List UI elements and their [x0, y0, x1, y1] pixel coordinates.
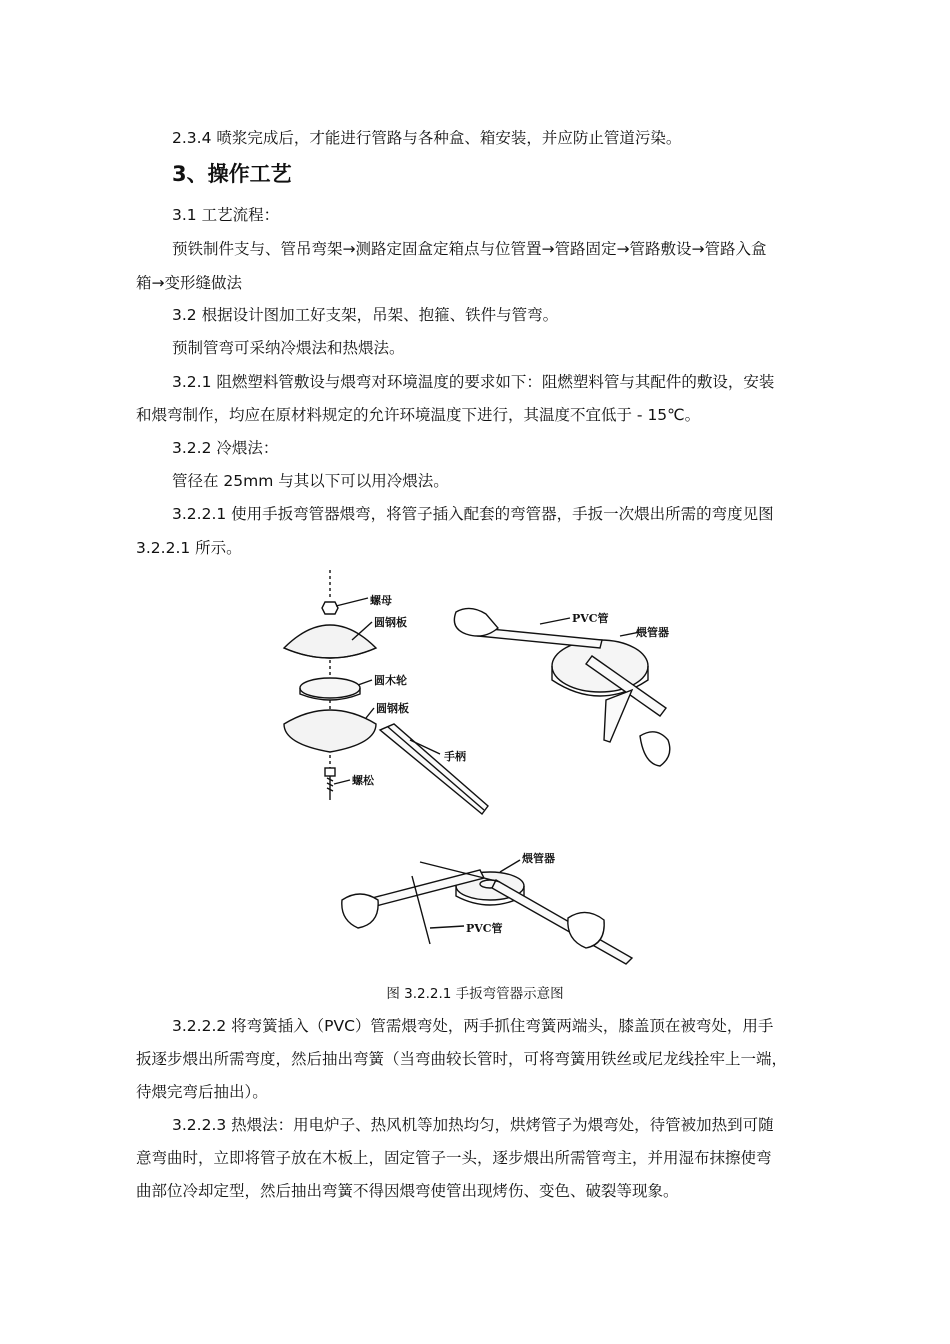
paragraph-3-2-2-3-line1: 3.2.2.3 热煨法：用电炉子、热风机等加热均匀，烘烤管子为煨弯处，待管被加热到可随 [172, 1116, 774, 1134]
paragraph-3-2: 3.2 根据设计图加工好支架，吊架、抱箍、铁件与管弯。 [172, 306, 559, 324]
paragraph-3-2-1-line2: 和煨弯制作，均应在原材料规定的允许环境温度下进行，其温度不宜低于 - 15℃。 [136, 406, 701, 424]
paragraph-3-2-1-line1: 3.2.1 阻燃塑料管敷设与煨弯对环境温度的要求如下：阻燃塑料管与其配件的敷设，安装 [172, 373, 775, 391]
pipe-bender-illustration [266, 560, 726, 980]
paragraph-3-2-2-2-line2: 扳逐步煨出所需弯度，然后抽出弯簧（当弯曲较长管时，可将弯簧用铁丝或尼龙线拴牢上一端， [136, 1050, 788, 1068]
label-nut: 螺母 [370, 594, 392, 607]
bender-usage-view-bottom [342, 860, 632, 964]
label-bender-bottom: 煨管器 [522, 852, 555, 865]
paragraph-3-2-2-1-line2: 3.2.2.1 所示。 [136, 539, 242, 557]
label-steel-plate-bottom: 圆钢板 [376, 702, 409, 715]
label-wood-wheel: 圆木轮 [374, 674, 407, 687]
section-heading-3: 3、操作工艺 [172, 162, 292, 186]
paragraph-pipe-diameter: 管径在 25mm 与其以下可以用冷煨法。 [172, 472, 449, 490]
paragraph-process-line2: 箱→变形缝做法 [136, 274, 242, 292]
paragraph-3-2-2-2-line3: 待煨完弯后抽出）。 [136, 1083, 268, 1101]
figure-caption: 图 3.2.2.1 手扳弯管器示意图 [386, 986, 564, 1002]
paragraph-3-2-2: 3.2.2 冷煨法： [172, 439, 279, 457]
paragraph-process-line1: 预铁制件支与、管吊弯架→测路定固盒定箱点与位管置→管路固定→管路敷设→管路入盒 [172, 240, 767, 258]
label-bender-top: 煨管器 [636, 626, 669, 639]
label-bolt: 螺松 [352, 774, 374, 787]
label-steel-plate-top: 圆钢板 [374, 616, 407, 629]
paragraph-prefab-bend: 预制管弯可采纳冷煨法和热煨法。 [172, 339, 405, 357]
paragraph-3-2-2-2-line1: 3.2.2.2 将弯簧插入（PVC）管需煨弯处，两手抓住弯簧两端头，膝盖顶在被弯处，用手 [172, 1017, 774, 1035]
label-handle: 手柄 [444, 750, 466, 763]
paragraph-2-3-4: 2.3.4 喷浆完成后，才能进行管路与各种盒、箱安装，并应防止管道污染。 [172, 129, 682, 147]
label-pvc-pipe-bottom: PVC管 [466, 922, 503, 935]
paragraph-3-1: 3.1 工艺流程： [172, 206, 280, 224]
paragraph-3-2-2-1-line1: 3.2.2.1 使用手扳弯管器煨弯，将管子插入配套的弯管器，手扳一次煨出所需的弯度见图 [172, 505, 774, 523]
paragraph-3-2-2-3-line3: 曲部位冷却定型，然后抽出弯簧不得因煨弯使管出现烤伤、变色、破裂等现象。 [136, 1182, 679, 1200]
label-pvc-pipe-top: PVC管 [572, 612, 609, 625]
paragraph-3-2-2-3-line2: 意弯曲时，立即将管子放在木板上，固定管子一头，逐步煨出所需管弯主，并用湿布抹擦使弯 [136, 1149, 772, 1167]
